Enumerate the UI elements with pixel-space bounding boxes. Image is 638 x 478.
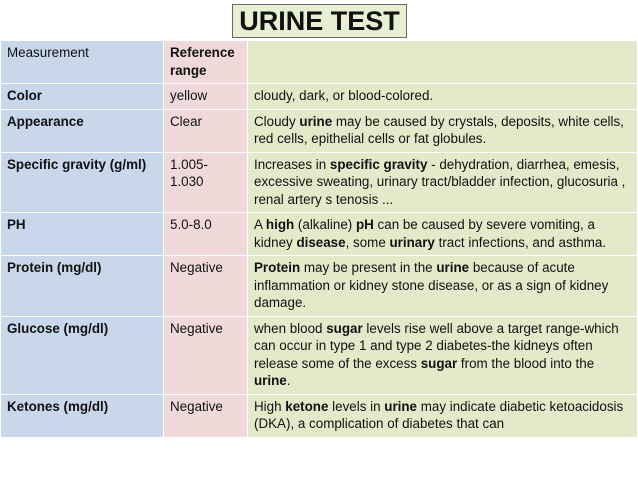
measurement-cell: Color [1,84,164,110]
emphasis-text: ketone [285,398,329,414]
description-text: . [286,373,291,388]
description-cell [248,316,638,394]
description-cell [248,152,638,213]
description-text: because of acute inflammation or kidney stone disease, or as a sign of kidney damage. [254,260,609,310]
reference-range-cell: Clear [164,109,248,152]
table-row [1,152,638,213]
measurement-cell: Protein (mg/dl) [1,256,164,317]
description-text: levels rise well above a target range-which can occur in type 1 and type 2 diabetes-the kidneys often release some of the excess [254,320,619,371]
emphasis-text: disease [296,234,346,250]
emphasis-text: high [265,217,295,232]
page-title: URINE TEST [232,4,407,38]
description-text: cloudy, dark, or blood-colored. [254,88,434,103]
table-row [1,394,638,437]
description-text: can be caused by severe vomiting, a kidney [254,217,595,250]
table-row [1,213,638,256]
table-row [1,256,638,317]
emphasis-text: specific gravity [329,156,428,172]
emphasis-text: sugar [326,320,363,336]
description-text: , some [345,234,390,250]
reference-range-cell: Negative [164,394,248,437]
description-text: High [254,398,286,414]
reference-range-cell: yellow [164,84,248,110]
header-notes [248,41,638,84]
reference-range-cell: Negative [164,316,248,394]
emphasis-text: Protein [254,260,301,275]
emphasis-text: sugar [420,355,458,371]
urine-test-table [0,40,638,438]
description-cell [248,109,638,152]
description-text: from the blood into the [457,355,595,371]
emphasis-text: urinary [389,234,435,250]
description-text: Cloudy [254,113,300,129]
description-text: tract infections, and asthma. [434,234,607,250]
reference-range-cell: 5.0-8.0 [164,213,248,256]
reference-range-cell: Negative [164,256,248,317]
table-row [1,84,638,110]
description-text: may be present in the [300,260,437,275]
emphasis-text: urine [254,373,287,388]
reference-range-cell: 1.005-1.030 [164,152,248,213]
table-row [1,316,638,394]
emphasis-text: urine [384,398,418,414]
description-text: when blood [254,320,327,336]
table-row [1,109,638,152]
description-cell [248,394,638,437]
description-cell [248,84,638,110]
header-reference-range: Reference range [164,41,248,84]
description-text: may indicate diabetic ketoacidosis (DKA), a complication of diabetes that can [254,398,624,431]
measurement-cell: PH [1,213,164,256]
measurement-cell: Ketones (mg/dl) [1,394,164,437]
table-header-row [1,41,638,84]
description-text: (alkaline) [294,217,356,232]
measurement-cell: Specific gravity (g/ml) [1,152,164,213]
description-cell [248,213,638,256]
emphasis-text: urine [299,113,333,129]
emphasis-text: pH [355,217,374,232]
description-cell [248,256,638,317]
description-text: levels in [328,398,385,414]
description-text: Increases in [254,156,330,172]
measurement-cell: Appearance [1,109,164,152]
description-text: - dehydration, diarrhea, emesis, excessive sweating, urinary tract/bladder infection, glucosuria , renal artery s tenosis ... [254,156,626,207]
header-measurement: Measurement [1,41,164,84]
description-text: A [254,217,266,232]
emphasis-text: urine [436,260,470,275]
measurement-cell: Glucose (mg/dl) [1,316,164,394]
description-text: may be caused by crystals, deposits, white cells, red cells, epithelial cells or fat globules. [254,113,624,146]
